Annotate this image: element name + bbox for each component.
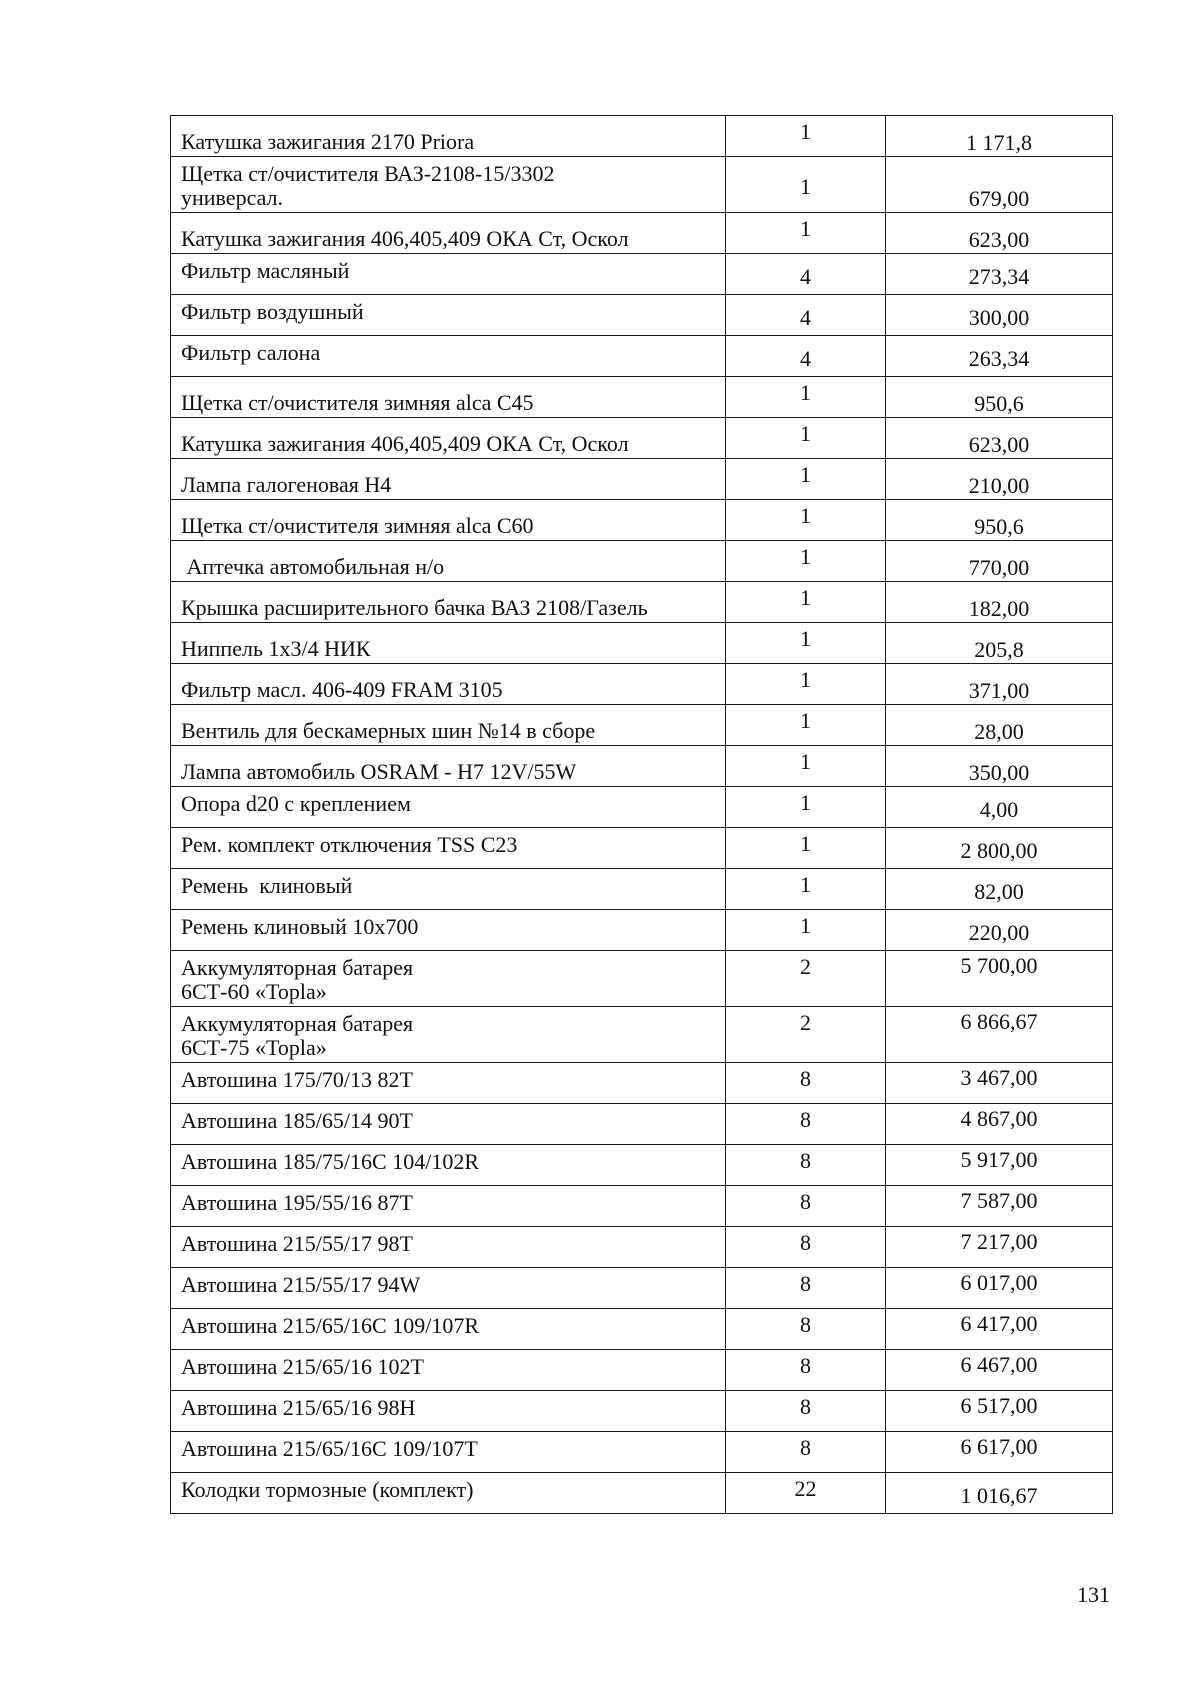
- item-quantity: 8: [800, 1394, 811, 1419]
- item-quantity: 1: [800, 462, 811, 487]
- item-quantity-cell: [726, 1473, 886, 1514]
- item-price-cell: [886, 213, 1113, 254]
- item-quantity-cell: [726, 1104, 886, 1145]
- item-price: 6 866,67: [960, 1009, 1038, 1034]
- table-row: [171, 1268, 1113, 1309]
- item-name: Щетка ст/очистителя зимняя alca C45: [181, 389, 534, 415]
- table-row: [171, 1309, 1113, 1350]
- item-quantity-cell: [726, 418, 886, 459]
- item-price: 371,00: [968, 677, 1030, 703]
- item-quantity-cell: [726, 910, 886, 951]
- item-price: 1 171,8: [966, 129, 1032, 155]
- table-row: [171, 1227, 1113, 1268]
- item-quantity-cell: [726, 1432, 886, 1473]
- item-name: Автошина 215/55/17 94W: [181, 1272, 421, 1297]
- item-quantity: 1: [800, 174, 811, 200]
- item-quantity: 1: [800, 872, 811, 897]
- item-price: 679,00: [968, 185, 1030, 211]
- item-name-cell: [171, 1007, 726, 1063]
- item-price: 28,00: [974, 718, 1024, 744]
- item-name: Катушка зажигания 2170 Priora: [181, 128, 475, 154]
- item-quantity: 1: [800, 708, 811, 733]
- item-price: 210,00: [968, 472, 1030, 498]
- item-price: 7 587,00: [960, 1188, 1038, 1213]
- table-row: [171, 336, 1113, 377]
- item-price-cell: [886, 582, 1113, 623]
- item-quantity: 1: [800, 544, 811, 569]
- item-price-cell: [886, 1432, 1113, 1473]
- item-name-cell: [171, 1227, 726, 1268]
- item-quantity-cell: [726, 787, 886, 828]
- item-price-cell: [886, 664, 1113, 705]
- item-price: 623,00: [968, 431, 1030, 457]
- item-quantity-cell: [726, 254, 886, 295]
- item-quantity-cell: [726, 459, 886, 500]
- item-price-cell: [886, 295, 1113, 336]
- item-name: Автошина 195/55/16 87Т: [181, 1190, 413, 1215]
- item-quantity: 1: [800, 667, 811, 692]
- item-name-cell: [171, 418, 726, 459]
- table-row: [171, 500, 1113, 541]
- item-price: 950,6: [974, 513, 1024, 539]
- table-row: [171, 1007, 1113, 1063]
- item-price-cell: [886, 869, 1113, 910]
- item-price-cell: [886, 1104, 1113, 1145]
- item-price: 1 016,67: [960, 1482, 1038, 1508]
- item-quantity: 2: [800, 954, 811, 979]
- table-row: [171, 1350, 1113, 1391]
- item-price-cell: [886, 157, 1113, 213]
- item-quantity: 1: [800, 119, 811, 144]
- item-price: 623,00: [968, 226, 1030, 252]
- item-quantity-cell: [726, 623, 886, 664]
- item-name: Щетка ст/очистителя зимняя alca C60: [181, 512, 534, 538]
- table-row: [171, 1104, 1113, 1145]
- item-quantity: 8: [800, 1271, 811, 1296]
- item-price: 263,34: [968, 345, 1030, 371]
- item-price-cell: [886, 1007, 1113, 1063]
- table-row: [171, 623, 1113, 664]
- item-name-cell: [171, 295, 726, 336]
- item-name-cell: [171, 828, 726, 869]
- item-price-cell: [886, 418, 1113, 459]
- item-name: Аккумуляторная батарея 6СТ-75 «Topla»: [181, 1011, 414, 1061]
- item-name: Рем. комплект отключения TSS C23: [181, 832, 518, 857]
- table-row: [171, 1432, 1113, 1473]
- item-quantity: 4: [800, 304, 811, 330]
- item-name: Автошина 175/70/13 82Т: [181, 1067, 413, 1092]
- item-price: 220,00: [968, 919, 1030, 945]
- item-quantity: 8: [800, 1148, 811, 1173]
- item-quantity: 1: [800, 790, 811, 815]
- item-quantity-cell: [726, 828, 886, 869]
- table-row: [171, 377, 1113, 418]
- item-name-cell: [171, 869, 726, 910]
- item-quantity: 22: [794, 1476, 817, 1501]
- item-name-cell: [171, 746, 726, 787]
- item-price: 6 617,00: [960, 1434, 1038, 1459]
- table-row: [171, 213, 1113, 254]
- item-name-cell: [171, 1145, 726, 1186]
- item-quantity-cell: [726, 1227, 886, 1268]
- item-quantity: 8: [800, 1189, 811, 1214]
- item-name-cell: [171, 1268, 726, 1309]
- item-name-cell: [171, 910, 726, 951]
- item-name: Ремень клиновый: [181, 873, 353, 898]
- item-price-cell: [886, 541, 1113, 582]
- item-price: 6 517,00: [960, 1393, 1038, 1418]
- item-quantity: 1: [800, 626, 811, 651]
- item-name: Фильтр салона: [181, 340, 321, 365]
- item-quantity-cell: [726, 582, 886, 623]
- item-name-cell: [171, 336, 726, 377]
- item-name-cell: [171, 213, 726, 254]
- table-row: [171, 582, 1113, 623]
- item-name: Фильтр воздушный: [181, 299, 364, 324]
- item-name-cell: [171, 500, 726, 541]
- item-name: Колодки тормозные (комплект): [181, 1477, 474, 1502]
- item-quantity-cell: [726, 1145, 886, 1186]
- item-quantity: 1: [800, 913, 811, 938]
- item-price: 3 467,00: [960, 1065, 1038, 1090]
- item-name-cell: [171, 377, 726, 418]
- item-quantity-cell: [726, 1391, 886, 1432]
- item-price: 5 700,00: [960, 953, 1038, 978]
- item-name: Щетка ст/очистителя ВАЗ-2108-15/3302 универсал.: [181, 161, 555, 211]
- item-name-cell: [171, 1186, 726, 1227]
- item-name-cell: [171, 582, 726, 623]
- item-price: 82,00: [974, 878, 1024, 904]
- item-name-cell: [171, 1309, 726, 1350]
- item-quantity: 4: [800, 263, 811, 289]
- item-name: Ниппель 1х3/4 НИК: [181, 635, 371, 661]
- item-name: Автошина 185/65/14 90Т: [181, 1108, 413, 1133]
- item-price-cell: [886, 459, 1113, 500]
- item-price-cell: [886, 623, 1113, 664]
- item-name: Автошина 215/55/17 98Т: [181, 1231, 413, 1256]
- item-price: 4,00: [979, 796, 1019, 822]
- item-price: 5 917,00: [960, 1147, 1038, 1172]
- item-name-cell: [171, 459, 726, 500]
- item-name-cell: [171, 157, 726, 213]
- item-name: Автошина 215/65/16С 109/107Т: [181, 1436, 478, 1461]
- item-name: Фильтр масляный: [181, 258, 350, 283]
- page-number: 131: [1077, 1582, 1110, 1607]
- table-row: [171, 910, 1113, 951]
- table-row: [171, 157, 1113, 213]
- item-quantity: 2: [800, 1010, 811, 1035]
- item-name-cell: [171, 1391, 726, 1432]
- item-price-cell: [886, 1473, 1113, 1514]
- item-name: Автошина 185/75/16С 104/102R: [181, 1149, 479, 1174]
- item-quantity: 8: [800, 1230, 811, 1255]
- item-price: 6 417,00: [960, 1311, 1038, 1336]
- item-price: 950,6: [974, 390, 1024, 416]
- item-price-cell: [886, 951, 1113, 1007]
- item-price: 2 800,00: [960, 837, 1038, 863]
- item-quantity: 8: [800, 1353, 811, 1378]
- item-price: 6 467,00: [960, 1352, 1038, 1377]
- item-quantity: 8: [800, 1435, 811, 1460]
- item-quantity-cell: [726, 1309, 886, 1350]
- item-quantity-cell: [726, 1186, 886, 1227]
- item-price: 182,00: [968, 595, 1030, 621]
- item-name: Аптечка автомобильная н/о: [181, 553, 445, 579]
- item-quantity-cell: [726, 1063, 886, 1104]
- parts-price-table: [170, 115, 1113, 1514]
- item-price-cell: [886, 254, 1113, 295]
- item-name: Автошина 215/65/16 98Н: [181, 1395, 416, 1420]
- item-price-cell: [886, 1350, 1113, 1391]
- item-quantity: 8: [800, 1066, 811, 1091]
- item-quantity: 8: [800, 1312, 811, 1337]
- item-price: 770,00: [968, 554, 1030, 580]
- item-name-cell: [171, 116, 726, 157]
- item-name: Автошина 215/65/16С 109/107R: [181, 1313, 479, 1338]
- item-quantity-cell: [726, 1007, 886, 1063]
- item-price-cell: [886, 1186, 1113, 1227]
- item-price-cell: [886, 1063, 1113, 1104]
- item-price: 6 017,00: [960, 1270, 1038, 1295]
- item-quantity-cell: [726, 377, 886, 418]
- table-row: [171, 1391, 1113, 1432]
- table-row: [171, 1063, 1113, 1104]
- table-row: [171, 746, 1113, 787]
- item-quantity-cell: [726, 157, 886, 213]
- item-price: 205,8: [974, 636, 1024, 662]
- item-name: Лампа автомобиль OSRAM - H7 12V/55W: [181, 758, 577, 784]
- item-quantity-cell: [726, 500, 886, 541]
- item-price-cell: [886, 705, 1113, 746]
- item-price-cell: [886, 1309, 1113, 1350]
- item-price: 7 217,00: [960, 1229, 1038, 1254]
- table-row: [171, 459, 1113, 500]
- item-name-cell: [171, 541, 726, 582]
- table-row: [171, 254, 1113, 295]
- item-name: Автошина 215/65/16 102Т: [181, 1354, 424, 1379]
- item-price-cell: [886, 1391, 1113, 1432]
- item-price: 4 867,00: [960, 1106, 1038, 1131]
- item-price-cell: [886, 116, 1113, 157]
- item-name: Лампа галогеновая Н4: [181, 471, 392, 497]
- item-price-cell: [886, 910, 1113, 951]
- item-quantity-cell: [726, 705, 886, 746]
- item-quantity: 8: [800, 1107, 811, 1132]
- item-name: Ремень клиновый 10х700: [181, 914, 419, 939]
- item-quantity-cell: [726, 295, 886, 336]
- item-quantity-cell: [726, 213, 886, 254]
- item-name-cell: [171, 951, 726, 1007]
- item-name: Катушка зажигания 406,405,409 ОКА Ст, Оскол: [181, 430, 629, 456]
- item-name: Крышка расширительного бачка ВАЗ 2108/Газель: [181, 594, 648, 620]
- item-quantity: 1: [800, 585, 811, 610]
- item-name: Катушка зажигания 406,405,409 ОКА Ст, Оскол: [181, 225, 629, 251]
- table-row: [171, 787, 1113, 828]
- item-price-cell: [886, 1145, 1113, 1186]
- item-price: 350,00: [968, 759, 1030, 785]
- item-price-cell: [886, 336, 1113, 377]
- table-row: [171, 1473, 1113, 1514]
- item-name: Аккумуляторная батарея 6СТ-60 «Topla»: [181, 955, 414, 1005]
- item-quantity-cell: [726, 869, 886, 910]
- item-price: 273,34: [968, 263, 1030, 289]
- item-price: 300,00: [968, 304, 1030, 330]
- item-price-cell: [886, 1268, 1113, 1309]
- item-name-cell: [171, 254, 726, 295]
- item-name-cell: [171, 1350, 726, 1391]
- item-quantity: 1: [800, 503, 811, 528]
- table-row: [171, 418, 1113, 459]
- item-quantity-cell: [726, 1268, 886, 1309]
- item-price-cell: [886, 1227, 1113, 1268]
- item-name: Вентиль для бескамерных шин №14 в сборе: [181, 717, 596, 743]
- item-price-cell: [886, 746, 1113, 787]
- item-quantity: 1: [800, 421, 811, 446]
- table-row: [171, 116, 1113, 157]
- item-name-cell: [171, 664, 726, 705]
- table-body: [171, 116, 1113, 1514]
- item-name-cell: [171, 1473, 726, 1514]
- table-row: [171, 828, 1113, 869]
- item-name-cell: [171, 1432, 726, 1473]
- item-name-cell: [171, 1063, 726, 1104]
- table-row: [171, 951, 1113, 1007]
- item-price-cell: [886, 828, 1113, 869]
- item-quantity-cell: [726, 746, 886, 787]
- item-quantity-cell: [726, 1350, 886, 1391]
- item-price-cell: [886, 500, 1113, 541]
- table-row: [171, 295, 1113, 336]
- item-quantity-cell: [726, 116, 886, 157]
- item-quantity: 1: [800, 380, 811, 405]
- item-quantity-cell: [726, 541, 886, 582]
- item-price-cell: [886, 787, 1113, 828]
- item-name-cell: [171, 787, 726, 828]
- item-name: Фильтр масл. 406-409 FRAM 3105: [181, 676, 503, 702]
- table-row: [171, 541, 1113, 582]
- table-row: [171, 705, 1113, 746]
- item-quantity: 1: [800, 831, 811, 856]
- item-name-cell: [171, 705, 726, 746]
- item-quantity: 1: [800, 749, 811, 774]
- item-quantity-cell: [726, 951, 886, 1007]
- item-price-cell: [886, 377, 1113, 418]
- item-quantity-cell: [726, 664, 886, 705]
- table-row: [171, 1145, 1113, 1186]
- table-row: [171, 664, 1113, 705]
- item-quantity: 1: [800, 216, 811, 241]
- item-name: Опора d20 с креплением: [181, 791, 411, 816]
- item-name-cell: [171, 623, 726, 664]
- table-row: [171, 1186, 1113, 1227]
- item-quantity-cell: [726, 336, 886, 377]
- item-quantity: 4: [800, 345, 811, 371]
- table-row: [171, 869, 1113, 910]
- item-name-cell: [171, 1104, 726, 1145]
